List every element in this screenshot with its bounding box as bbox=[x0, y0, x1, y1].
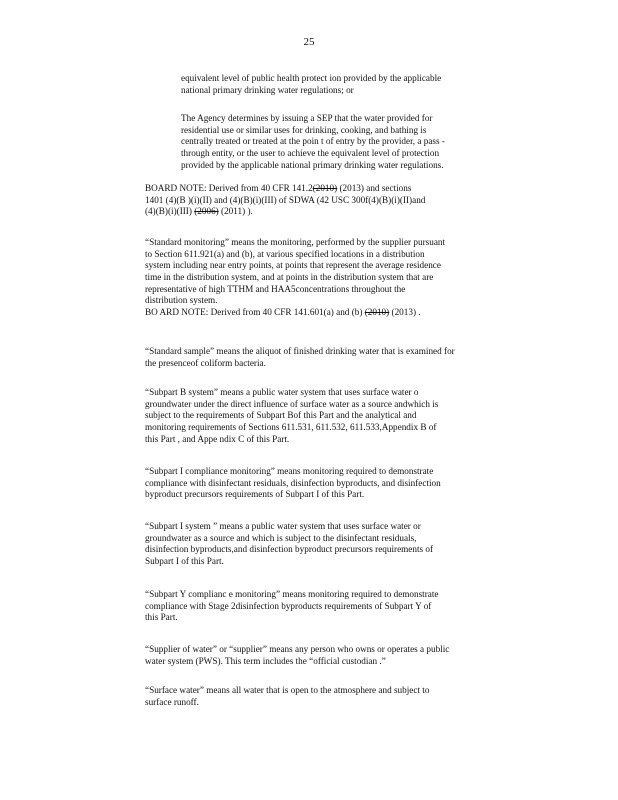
definition-supplier-of-water bbox=[145, 644, 449, 667]
text-line: the presenceof coliform bacteria. bbox=[145, 357, 266, 368]
definition-subpart-y-compliance-monitoring bbox=[145, 589, 439, 624]
text-line: “Subpart B system” means a public water system that uses surface water o bbox=[145, 387, 419, 397]
text-line: water system (PWS). This term includes the “official custodian .” bbox=[145, 655, 386, 666]
text-run: (2011) ). bbox=[218, 206, 253, 217]
text-line: byproduct precursors requirements of Subpart I of this Part. bbox=[145, 489, 365, 500]
definition-surface-water bbox=[145, 685, 429, 708]
text-run: BO ARD NOTE: Derived from 40 CFR 141.601(a) and (b) bbox=[145, 307, 365, 318]
text-line: The Agency determines by issuing a SEP that the water provided for bbox=[181, 113, 433, 123]
text-line: residential use or similar uses for drinking, cooking, and bathing is bbox=[181, 124, 427, 135]
text-line: 1401 (4)(B )(i)(II) and (4)(B)(i)(III) of SDWA (42 USC 300f(4)(B)(i)(II)and bbox=[145, 194, 426, 205]
text-line: groundwater as a source and which is subject to the disinfectant residuals, bbox=[145, 532, 417, 543]
text-line: “Subpart I compliance monitoring” means monitoring required to demonstrate bbox=[145, 466, 434, 476]
text-line: distribution system. bbox=[145, 295, 218, 306]
page-number: 25 bbox=[303, 36, 315, 48]
text-run: (2013) and sections bbox=[337, 183, 412, 193]
text-line: subject to the requirements of Subpart Bof this Part and the analytical and bbox=[145, 410, 417, 421]
text-run: (2013) . bbox=[389, 307, 421, 318]
text-line: “Standard monitoring” means the monitoring, performed by the supplier pursuant bbox=[145, 237, 446, 247]
text-line: time in the distribution system, and at points in the distribution system that are bbox=[145, 272, 434, 283]
text-line bbox=[145, 183, 425, 195]
text-line: to Section 611.921(a) and (b), at various specified locations in a distribution bbox=[145, 248, 425, 259]
text-run: BOARD NOTE: Derived from 40 CFR 141.2 bbox=[145, 183, 313, 193]
text-line: “Supplier of water” or “supplier” means any person who owns or operates a public bbox=[145, 644, 450, 654]
text-line: equivalent level of public health protect ion provided by the applicable bbox=[181, 73, 442, 83]
text-line: system including near entry points, at points that represent the average residence bbox=[145, 260, 441, 271]
text-line: centrally treated or treated at the poin t of entry by the provider, a pass - bbox=[181, 136, 445, 147]
text-line: monitoring requirements of Sections 611.531, 611.532, 611.533,Appendix B of bbox=[145, 422, 437, 433]
text-line: “Subpart Y complianc e monitoring” means monitoring required to demonstrate bbox=[145, 589, 439, 599]
text-line: provided by the applicable national primary drinking water regulations. bbox=[181, 159, 444, 170]
paragraph-agency-determines bbox=[181, 113, 445, 171]
text-line bbox=[145, 307, 445, 319]
text-line: “Subpart I system ” means a public water system that uses surface water or bbox=[145, 521, 421, 531]
text-line: “Standard sample” means the aliquot of finished drinking water that is examined for bbox=[145, 346, 455, 356]
text-line: disinfection byproducts,and disinfection byproduct precursors requirements of bbox=[145, 544, 434, 555]
definition-subpart-i-system bbox=[145, 521, 433, 568]
definition-standard-monitoring bbox=[145, 237, 445, 319]
definition-subpart-b-system bbox=[145, 387, 438, 445]
paragraph-equivalent-protection bbox=[181, 73, 441, 96]
text-line: compliance with Stage 2disinfection byproducts requirements of Subpart Y of bbox=[145, 600, 432, 611]
definition-standard-sample bbox=[145, 346, 455, 369]
text-line: through entity, or the user to achieve the equivalent level of protection bbox=[181, 148, 440, 159]
struck-text: (2006) bbox=[194, 206, 219, 217]
text-line: national primary drinking water regulations; or bbox=[181, 84, 354, 95]
text-line: groundwater under the direct influence of surface water as a source andwhich is bbox=[145, 398, 439, 409]
text-line: surface runoff. bbox=[145, 696, 199, 707]
definition-subpart-i-compliance-monitoring bbox=[145, 466, 441, 501]
text-line: “Surface water” means all water that is open to the atmosphere and subject to bbox=[145, 685, 430, 695]
board-note-141-2 bbox=[145, 183, 425, 218]
text-line bbox=[145, 206, 425, 218]
text-line: compliance with disinfectant residuals, disinfection byproducts, and disinfection bbox=[145, 477, 441, 488]
text-line: Subpart I of this Part. bbox=[145, 556, 224, 567]
text-run: (4)(B)(i)(III) bbox=[145, 206, 195, 217]
text-line: this Part , and Appe ndix C of this Part. bbox=[145, 433, 290, 444]
struck-text: (2010) bbox=[312, 183, 338, 193]
text-line: this Part. bbox=[145, 612, 178, 623]
text-line: representative of high TTHM and HAA5concentrations throughout the bbox=[145, 283, 406, 294]
struck-text: (2010) bbox=[364, 307, 390, 318]
